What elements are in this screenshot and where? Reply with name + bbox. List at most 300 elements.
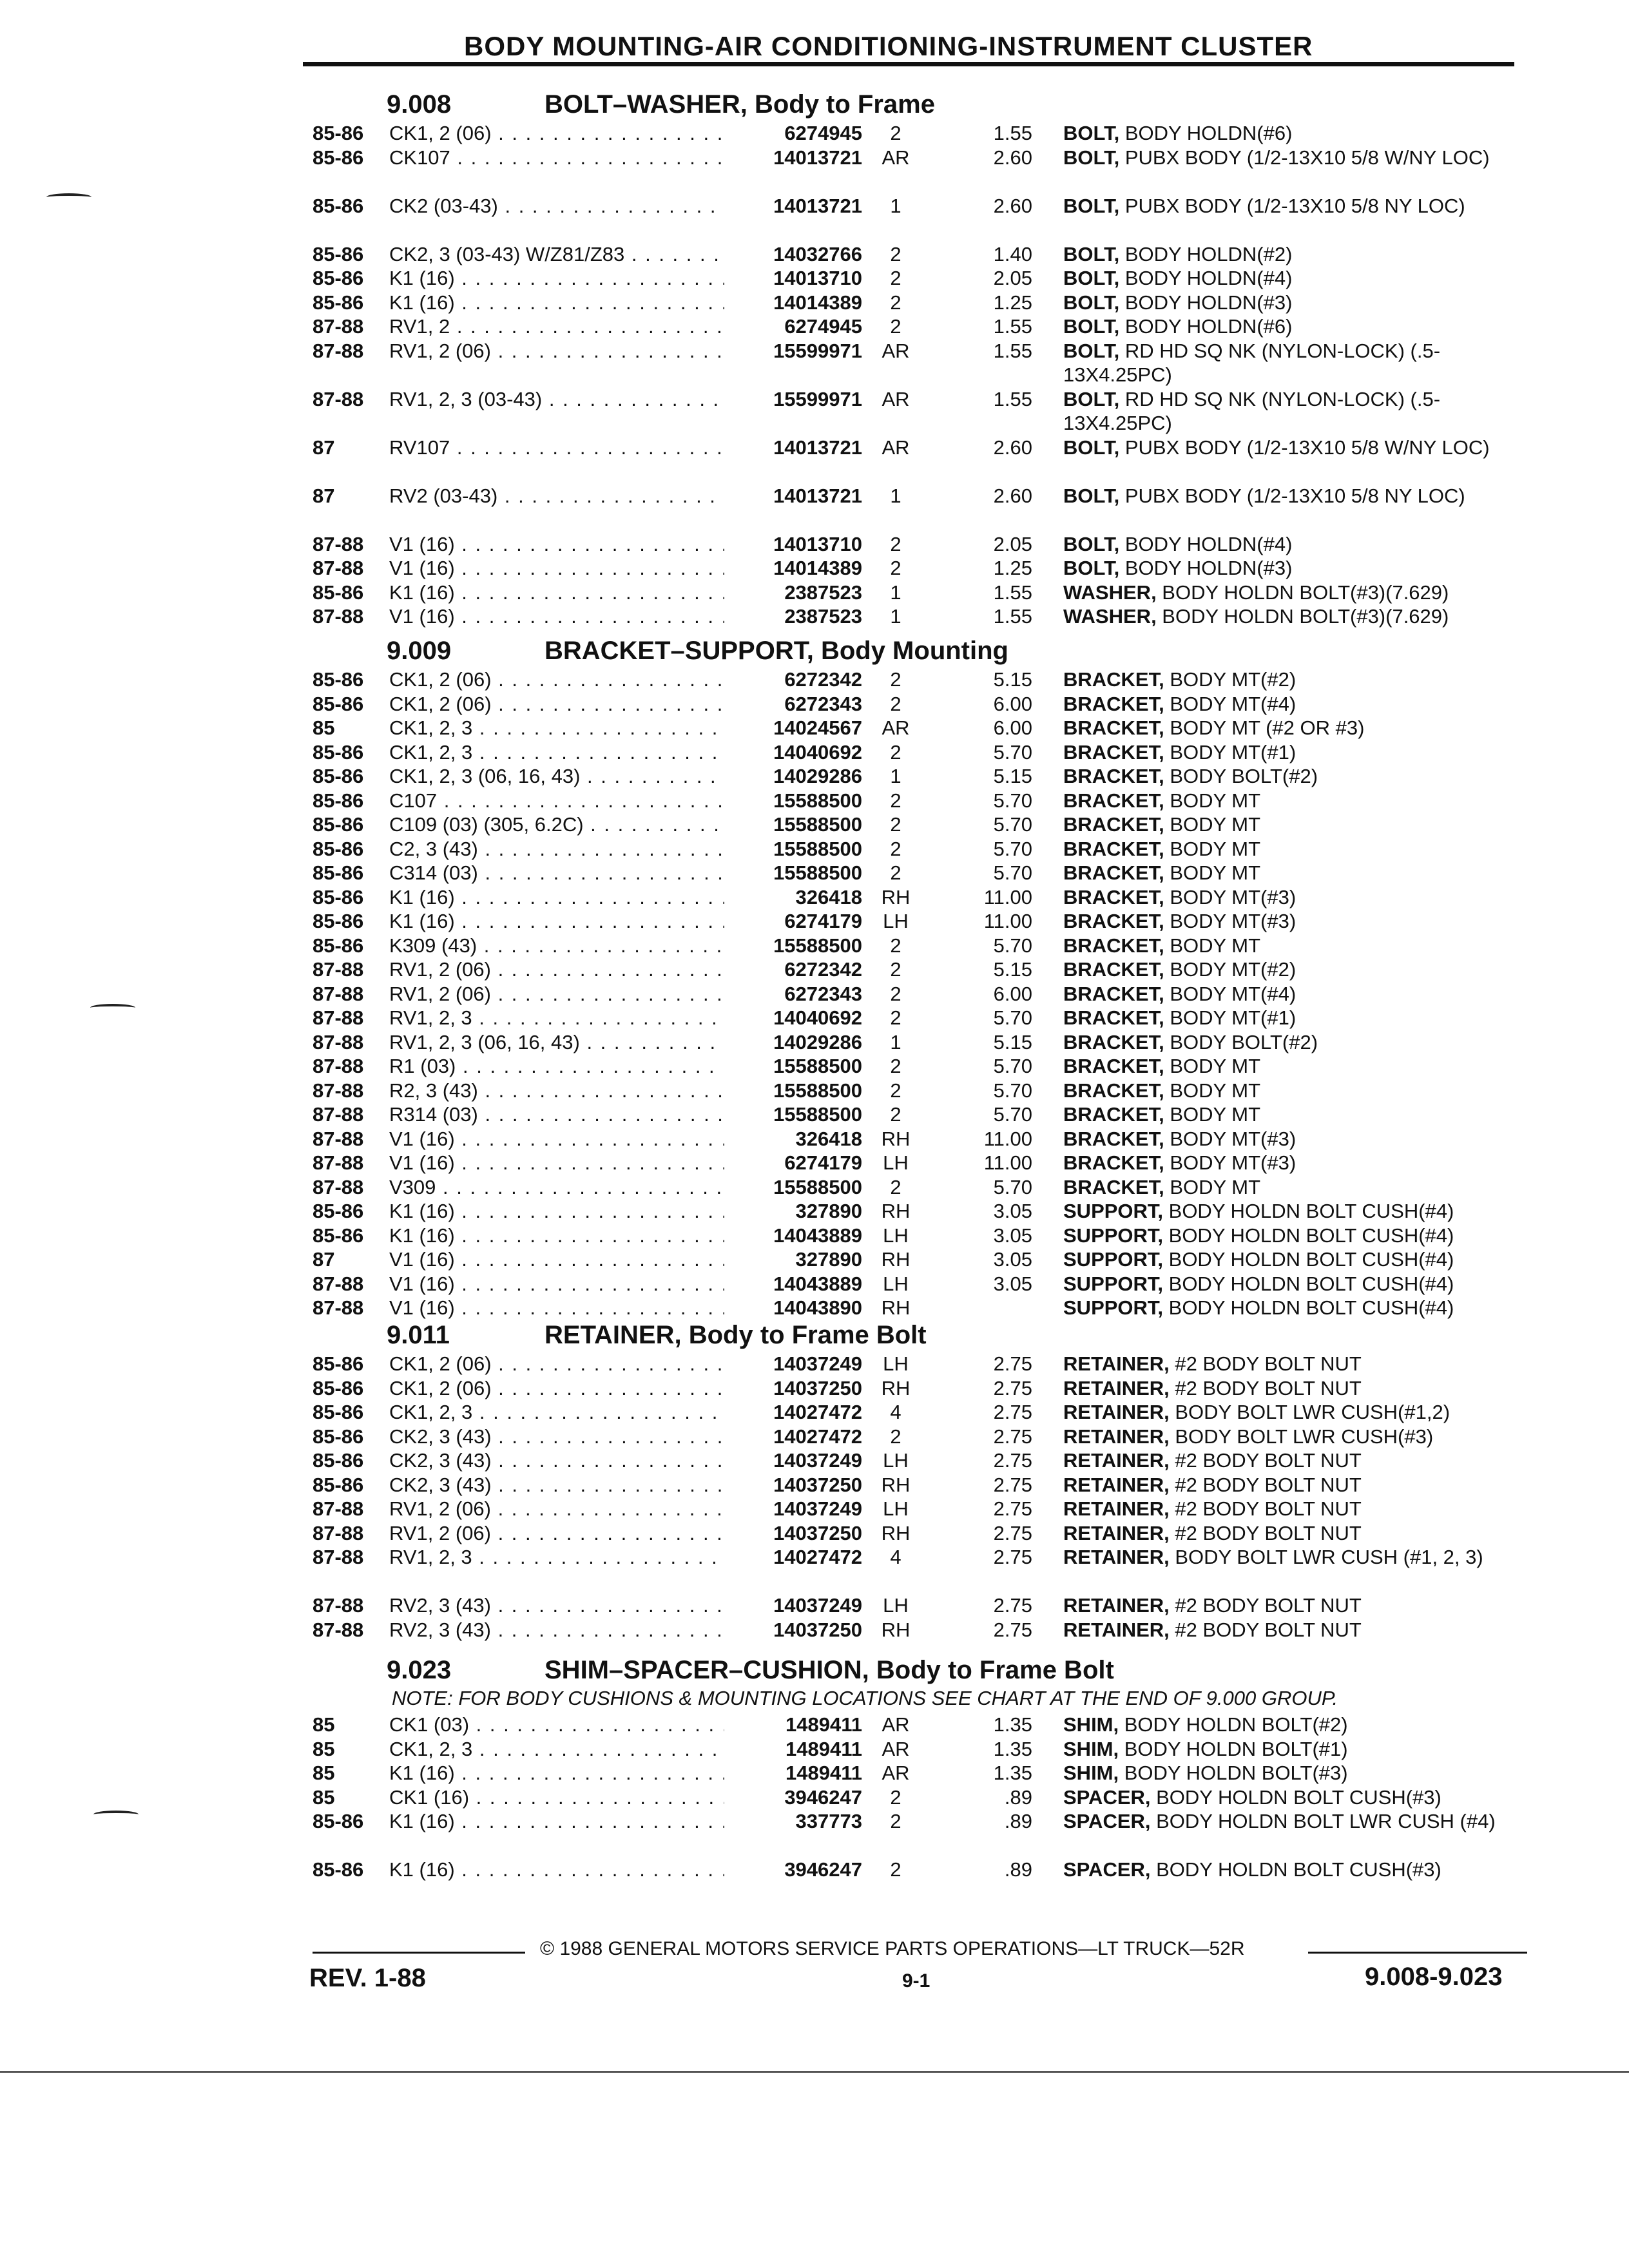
price-cell: 5.70 [993, 1055, 1032, 1077]
quantity-cell: 2 [890, 1175, 901, 1198]
price-cell: 1.55 [993, 581, 1032, 604]
application-cell: RV1, 2, 3 (03-43) . . . [389, 387, 724, 412]
part-number-cell: 14037250 [773, 1618, 862, 1641]
section-header [0, 90, 1629, 121]
part-name: SUPPORT, [1063, 1272, 1164, 1295]
table-row [0, 1296, 1629, 1320]
part-number-cell: 15588500 [773, 934, 862, 957]
table-row [0, 1054, 1629, 1079]
year-cell: 87-88 [313, 1079, 364, 1102]
table-row [0, 1272, 1629, 1296]
price-cell: 1.25 [993, 557, 1032, 579]
year-cell: 87-88 [313, 1055, 364, 1077]
price-cell: 5.70 [993, 861, 1032, 884]
description-cell [1063, 556, 1527, 581]
year-cell: 85-86 [313, 1425, 364, 1448]
year-cell: 85-86 [313, 861, 364, 884]
table-row [0, 1809, 1629, 1858]
year-cell: 85 [313, 1713, 335, 1736]
application-cell: RV1, 2 (06) . . . [389, 1521, 724, 1546]
quantity-cell: LH [883, 1272, 909, 1295]
description-cell [1063, 1618, 1527, 1642]
part-name: BRACKET, [1063, 837, 1164, 860]
application-cell: RV1, 2 (06) . . . [389, 1497, 724, 1521]
part-description: BODY HOLDN(#6) [1119, 122, 1293, 144]
part-name: SPACER, [1063, 1858, 1151, 1881]
price-cell: 5.70 [993, 789, 1032, 812]
section-header [0, 1656, 1629, 1687]
price-cell: 5.70 [993, 1006, 1032, 1029]
year-cell: 85-86 [313, 837, 364, 860]
part-number-cell: 3946247 [784, 1785, 862, 1809]
part-description: BODY HOLDN BOLT CUSH(#3) [1150, 1785, 1441, 1809]
year-cell: 87-88 [313, 315, 364, 338]
price-cell: .89 [1004, 1810, 1032, 1832]
part-number-cell: 326418 [795, 1127, 862, 1150]
table-row [0, 812, 1629, 837]
quantity-cell: 2 [890, 861, 901, 884]
quantity-cell: 1 [890, 194, 901, 217]
application-cell: CK1, 2 (06) . . . [389, 121, 724, 146]
price-cell: 2.60 [993, 436, 1032, 459]
table-row [0, 885, 1629, 910]
part-number-cell: 2387523 [784, 605, 862, 628]
application-cell: K1 (16) . . . [389, 885, 724, 910]
part-description: BODY HOLDN BOLT(#3)(7.629) [1156, 581, 1449, 604]
table-row [0, 982, 1629, 1006]
quantity-cell: AR [882, 1713, 910, 1736]
table-row [0, 716, 1629, 740]
quantity-cell: 1 [890, 1030, 901, 1053]
description-cell [1063, 885, 1527, 910]
part-number-cell: 14013710 [773, 267, 862, 289]
description-cell [1063, 837, 1527, 861]
part-description: BODY MT [1164, 861, 1261, 884]
part-description: #2 BODY BOLT NUT [1169, 1594, 1362, 1617]
quantity-cell: RH [881, 1296, 911, 1319]
year-cell: 85-86 [313, 1352, 364, 1375]
price-cell: 3.05 [993, 1248, 1032, 1271]
part-description: BODY MT [1164, 1055, 1261, 1077]
year-cell: 85-86 [313, 1224, 364, 1247]
description-cell [1063, 266, 1527, 291]
quantity-cell: 1 [890, 484, 901, 507]
application-cell: K1 (16) . . . [389, 1224, 724, 1248]
description-cell [1063, 861, 1527, 885]
description-cell [1063, 1761, 1527, 1785]
year-cell: 85-86 [313, 934, 364, 957]
part-name: RETAINER, [1063, 1425, 1170, 1448]
table-row [0, 1376, 1629, 1401]
description-cell [1063, 1521, 1527, 1546]
application-cell: K1 (16) . . . [389, 581, 724, 605]
part-number-cell: 15588500 [773, 861, 862, 884]
application-cell: RV2, 3 (43) . . . [389, 1593, 724, 1618]
year-cell: 87-88 [313, 532, 364, 555]
part-number-cell: 15588500 [773, 1079, 862, 1102]
part-number-cell: 14013721 [773, 194, 862, 217]
quantity-cell: AR [882, 716, 910, 739]
year-cell: 87-88 [313, 982, 364, 1005]
description-cell [1063, 604, 1527, 629]
table-row [0, 436, 1629, 484]
part-number-cell: 14013721 [773, 436, 862, 459]
part-description: BODY MT(#1) [1164, 740, 1296, 764]
year-cell: 85 [313, 1785, 335, 1809]
table-row [0, 1497, 1629, 1521]
part-name: BOLT, [1063, 436, 1120, 459]
year-cell: 87 [313, 484, 335, 507]
part-number-cell: 14029286 [773, 1030, 862, 1053]
year-cell: 85-86 [313, 242, 364, 265]
part-name: BRACKET, [1063, 1079, 1164, 1102]
application-cell: C2, 3 (43) . . . [389, 837, 724, 861]
margin-mark [90, 1004, 135, 1012]
part-name: WASHER, [1063, 581, 1157, 604]
year-cell: 85-86 [313, 692, 364, 715]
quantity-cell: LH [883, 910, 909, 932]
description-cell [1063, 194, 1527, 218]
application-cell: K1 (16) . . . [389, 909, 724, 934]
part-description: #2 BODY BOLT NUT [1169, 1376, 1362, 1399]
part-name: BRACKET, [1063, 1175, 1164, 1198]
description-cell [1063, 314, 1527, 339]
description-cell [1063, 1545, 1527, 1570]
section-title: RETAINER, Body to Frame Bolt [545, 1321, 927, 1349]
application-cell: CK2, 3 (03-43) W/Z81/Z83 . . . [389, 242, 724, 267]
part-description: BODY MT [1164, 813, 1261, 836]
table-row [0, 314, 1629, 339]
table-row [0, 484, 1629, 532]
quantity-cell: 2 [890, 982, 901, 1005]
price-cell: 1.55 [993, 315, 1032, 338]
price-cell: 11.00 [983, 1151, 1032, 1174]
price-cell: 5.70 [993, 934, 1032, 957]
description-cell [1063, 387, 1527, 436]
part-number-cell: 14043889 [773, 1224, 862, 1247]
table-row [0, 1102, 1629, 1127]
part-number-cell: 14043890 [773, 1296, 862, 1319]
part-number-cell: 15588500 [773, 1103, 862, 1126]
price-cell: 1.55 [993, 605, 1032, 628]
description-cell [1063, 1497, 1527, 1521]
quantity-cell: 2 [890, 837, 901, 860]
part-description: #2 BODY BOLT NUT [1169, 1618, 1362, 1641]
price-cell: 2.75 [993, 1497, 1032, 1520]
section-9-008 [0, 90, 1629, 629]
description-cell [1063, 339, 1527, 387]
description-cell [1063, 1296, 1527, 1320]
part-name: BRACKET, [1063, 813, 1164, 836]
quantity-cell: 2 [890, 934, 901, 957]
application-cell: V1 (16) . . . [389, 1127, 724, 1151]
part-number-cell: 327890 [795, 1200, 862, 1222]
part-name: BRACKET, [1063, 1055, 1164, 1077]
description-cell [1063, 146, 1527, 170]
description-cell [1063, 1400, 1527, 1425]
price-cell: 2.75 [993, 1546, 1032, 1568]
quantity-cell: AR [882, 146, 910, 169]
table-row [0, 387, 1629, 436]
description-cell [1063, 1054, 1527, 1079]
table-row [0, 668, 1629, 692]
quantity-cell: 4 [890, 1401, 901, 1423]
part-description: #2 BODY BOLT NUT [1169, 1352, 1362, 1375]
part-name: BOLT, [1063, 242, 1120, 265]
quantity-cell: AR [882, 1737, 910, 1760]
price-cell: 2.60 [993, 146, 1032, 169]
year-cell: 85-86 [313, 291, 364, 314]
year-cell: 87-88 [313, 1546, 364, 1568]
section-9-011 [0, 1321, 1629, 1642]
price-cell: 5.70 [993, 740, 1032, 764]
part-number-cell: 14032766 [773, 242, 862, 265]
quantity-cell: RH [881, 885, 911, 908]
description-cell [1063, 1425, 1527, 1449]
part-name: BOLT, [1063, 484, 1120, 507]
description-cell [1063, 1473, 1527, 1497]
table-row [0, 604, 1629, 629]
part-number-cell: 14037249 [773, 1352, 862, 1375]
quantity-cell: RH [881, 1200, 911, 1222]
application-cell: CK1 (16) . . . [389, 1785, 724, 1810]
description-cell [1063, 1858, 1527, 1882]
part-description: RD HD SQ NK (NYLON-LOCK) (.5-13X4.25PC) [1063, 387, 1441, 434]
quantity-cell: 2 [890, 242, 901, 265]
year-cell: 87-88 [313, 1151, 364, 1174]
price-cell: 1.40 [993, 242, 1032, 265]
application-cell: CK1, 2, 3 . . . [389, 1737, 724, 1762]
description-cell [1063, 436, 1527, 460]
year-cell: 85-86 [313, 1376, 364, 1399]
table-row [0, 1761, 1629, 1785]
application-cell: R2, 3 (43) . . . [389, 1079, 724, 1103]
quantity-cell: RH [881, 1248, 911, 1271]
table-row [0, 957, 1629, 982]
description-cell [1063, 1127, 1527, 1151]
application-cell: RV1, 2 (06) . . . [389, 957, 724, 982]
year-cell: 85-86 [313, 1401, 364, 1423]
year-cell: 85 [313, 1762, 335, 1784]
part-number-cell: 14024567 [773, 716, 862, 739]
application-cell: V1 (16) . . . [389, 604, 724, 629]
year-cell: 87-88 [313, 1006, 364, 1029]
part-number-cell: 14040692 [773, 740, 862, 764]
price-cell: 1.25 [993, 291, 1032, 314]
part-description: BODY BOLT(#2) [1164, 765, 1318, 787]
quantity-cell: 2 [890, 557, 901, 579]
application-cell: CK1, 2, 3 . . . [389, 740, 724, 765]
part-description: BODY HOLDN(#3) [1119, 291, 1293, 314]
part-description: BODY MT [1164, 1079, 1261, 1102]
part-description: BODY HOLDN BOLT CUSH(#3) [1150, 1858, 1441, 1881]
quantity-cell: 2 [890, 740, 901, 764]
table-row [0, 1175, 1629, 1200]
table-row [0, 837, 1629, 861]
application-cell: R1 (03) . . . [389, 1054, 724, 1079]
part-number-cell: 337773 [795, 1810, 862, 1832]
application-cell: RV1, 2 (06) . . . [389, 339, 724, 363]
price-cell: 5.15 [993, 765, 1032, 787]
price-cell: 2.75 [993, 1352, 1032, 1375]
table-row [0, 242, 1629, 267]
part-name: RETAINER, [1063, 1546, 1170, 1568]
part-name: RETAINER, [1063, 1401, 1170, 1423]
table-row [0, 1858, 1629, 1882]
application-cell: K1 (16) . . . [389, 1199, 724, 1224]
part-number-cell: 15599971 [773, 387, 862, 410]
application-cell: CK1, 2, 3 . . . [389, 716, 724, 740]
part-description: #2 BODY BOLT NUT [1169, 1473, 1362, 1496]
table-row [0, 556, 1629, 581]
application-cell: CK1, 2 (06) . . . [389, 1352, 724, 1376]
application-cell: V309 . . . [389, 1175, 724, 1200]
quantity-cell: 1 [890, 765, 901, 787]
part-description: BODY HOLDN(#6) [1119, 315, 1293, 338]
section-number: 9.023 [387, 1656, 452, 1684]
part-description: BODY MT (#2 OR #3) [1164, 716, 1365, 739]
price-cell: 2.75 [993, 1473, 1032, 1496]
table-row [0, 266, 1629, 291]
application-cell: CK1 (03) . . . [389, 1713, 724, 1737]
part-name: BOLT, [1063, 122, 1120, 144]
part-number-cell: 14043889 [773, 1272, 862, 1295]
application-cell: RV1, 2, 3 . . . [389, 1545, 724, 1570]
part-number-cell: 6272342 [784, 668, 862, 691]
description-cell [1063, 740, 1527, 765]
table-row [0, 1030, 1629, 1055]
section-number: 9.009 [387, 637, 452, 665]
description-cell [1063, 1006, 1527, 1030]
year-cell: 87-88 [313, 605, 364, 628]
part-description: BODY MT [1164, 837, 1261, 860]
table-row [0, 1247, 1629, 1272]
application-cell: C109 (03) (305, 6.2C) . . . [389, 812, 724, 837]
table-row [0, 1593, 1629, 1618]
part-description: BODY MT(#2) [1164, 958, 1296, 981]
table-row [0, 1448, 1629, 1473]
part-name: RETAINER, [1063, 1594, 1170, 1617]
quantity-cell: 1 [890, 581, 901, 604]
part-description: BODY MT(#3) [1164, 1127, 1296, 1150]
year-cell: 87-88 [313, 1521, 364, 1544]
part-name: BOLT, [1063, 387, 1120, 410]
application-cell: K1 (16) . . . [389, 266, 724, 291]
part-number-cell: 14013721 [773, 146, 862, 169]
part-name: SUPPORT, [1063, 1296, 1164, 1319]
part-name: BOLT, [1063, 315, 1120, 338]
application-cell: CK2, 3 (43) . . . [389, 1448, 724, 1473]
table-row [0, 1079, 1629, 1103]
table-row [0, 740, 1629, 765]
price-cell: 6.00 [993, 716, 1032, 739]
section-number: 9.011 [387, 1321, 450, 1349]
part-description: BODY MT [1164, 1175, 1261, 1198]
part-number-cell: 6272343 [784, 692, 862, 715]
part-number-cell: 6274179 [784, 910, 862, 932]
price-cell: 1.35 [993, 1713, 1032, 1736]
part-description: BODY HOLDN BOLT CUSH(#4) [1163, 1224, 1454, 1247]
price-cell: 5.70 [993, 837, 1032, 860]
price-cell: 5.15 [993, 668, 1032, 691]
section-title: BOLT–WASHER, Body to Frame [545, 90, 935, 119]
quantity-cell: 2 [890, 1006, 901, 1029]
part-description: BODY HOLDN(#4) [1119, 267, 1293, 289]
description-cell [1063, 982, 1527, 1006]
part-description: BODY MT(#2) [1164, 668, 1296, 691]
part-name: BOLT, [1063, 339, 1120, 362]
description-cell [1063, 1247, 1527, 1272]
description-cell [1063, 1272, 1527, 1296]
part-description: #2 BODY BOLT NUT [1169, 1521, 1362, 1544]
description-cell [1063, 812, 1527, 837]
part-description: BODY HOLDN BOLT LWR CUSH (#4) [1150, 1810, 1496, 1832]
description-cell [1063, 1352, 1527, 1376]
part-name: BRACKET, [1063, 982, 1164, 1005]
part-name: WASHER, [1063, 605, 1157, 628]
part-description: BODY HOLDN BOLT(#3)(7.629) [1156, 605, 1449, 628]
part-number-cell: 14037249 [773, 1497, 862, 1520]
application-cell: K1 (16) . . . [389, 1858, 724, 1882]
part-name: BRACKET, [1063, 1103, 1164, 1126]
part-number-cell: 14013710 [773, 532, 862, 555]
quantity-cell: 2 [890, 1103, 901, 1126]
table-row [0, 1127, 1629, 1151]
part-description: PUBX BODY (1/2-13X10 5/8 NY LOC) [1119, 484, 1465, 507]
part-number-cell: 6274945 [784, 122, 862, 144]
year-cell: 85-86 [313, 1449, 364, 1472]
price-cell: 11.00 [983, 1127, 1032, 1150]
year-cell: 85-86 [313, 581, 364, 604]
price-cell: 5.70 [993, 1103, 1032, 1126]
quantity-cell: LH [883, 1497, 909, 1520]
scan-edge-line [0, 2071, 1629, 2073]
application-cell: K309 (43) . . . [389, 934, 724, 958]
part-description: BODY MT(#4) [1164, 982, 1296, 1005]
quantity-cell: RH [881, 1618, 911, 1641]
application-cell: K1 (16) . . . [389, 1761, 724, 1785]
part-number-cell: 6272343 [784, 982, 862, 1005]
part-number-cell: 14037250 [773, 1521, 862, 1544]
year-cell: 87-88 [313, 1175, 364, 1198]
part-number-cell: 15588500 [773, 1055, 862, 1077]
description-cell [1063, 1175, 1527, 1200]
description-cell [1063, 1199, 1527, 1224]
part-description: BODY HOLDN BOLT CUSH(#4) [1163, 1248, 1454, 1271]
part-number-cell: 1489411 [786, 1737, 862, 1760]
part-number-cell: 15588500 [773, 1175, 862, 1198]
part-description: BODY MT(#3) [1164, 885, 1296, 908]
year-cell: 87-88 [313, 1030, 364, 1053]
part-description: BODY MT(#3) [1164, 1151, 1296, 1174]
table-row [0, 1006, 1629, 1030]
part-name: RETAINER, [1063, 1449, 1170, 1472]
footer-revision: REV. 1-88 [309, 1964, 426, 1992]
section-9-023 [0, 1656, 1629, 1882]
quantity-cell: 2 [890, 668, 901, 691]
part-name: BRACKET, [1063, 1151, 1164, 1174]
description-cell [1063, 909, 1527, 934]
quantity-cell: 2 [890, 1079, 901, 1102]
part-name: BRACKET, [1063, 765, 1164, 787]
part-name: BOLT, [1063, 194, 1120, 217]
table-row [0, 121, 1629, 146]
part-number-cell: 15599971 [773, 339, 862, 362]
year-cell: 85-86 [313, 740, 364, 764]
part-number-cell: 1489411 [786, 1762, 862, 1784]
section-9-009 [0, 637, 1629, 1320]
application-cell: V1 (16) . . . [389, 1272, 724, 1296]
